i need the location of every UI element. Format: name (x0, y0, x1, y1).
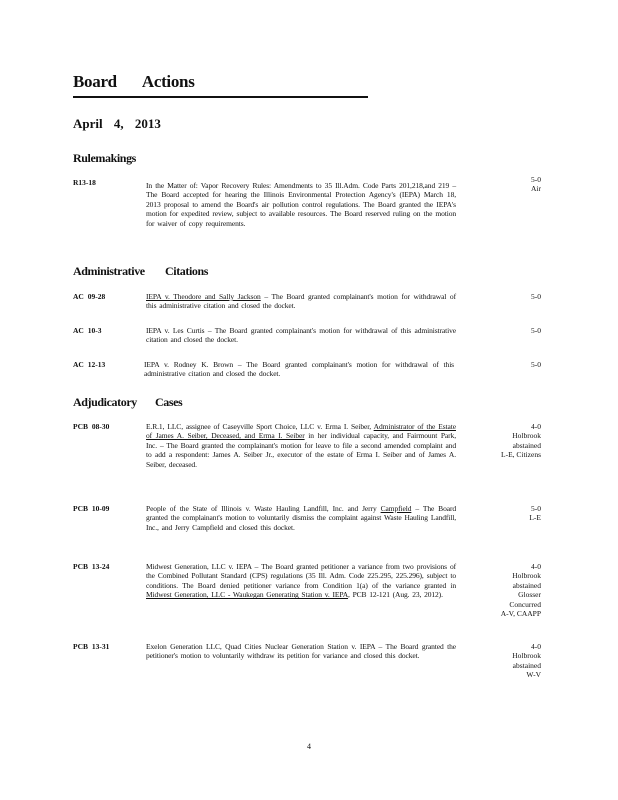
vote-line: 4-0 (531, 562, 541, 571)
case-caption-underlined: Administrator of the Estate of James A. Seiber, Deceased, and Erma I. Seiber (146, 422, 456, 441)
docket-number: PCB 13-31 (73, 642, 110, 651)
page-title: Board Actions (73, 72, 195, 91)
vote-line: 5-0 (531, 326, 541, 335)
description-text: – The Board granted complainant's motion for withdrawal of this administrative citation and closed the docket. (146, 292, 456, 311)
vote-line: abstained (512, 580, 541, 590)
vote-line: 5-0 (531, 504, 541, 513)
vote-line: Air (531, 184, 541, 194)
description-text: In the Matter of: Vapor Recovery Rules: Amendments to 35 Ill.Adm. Code Parts 201,218,and 219 – The Board accepted for hearing the Illinois Environmental Protection Agency's (IEPA) March 18, 2013 proposal to amend the Board's air pollution control regulations. The Board granted the IEPA's motion for expedited review, subject to available resources. The Board reserved ruling on the motion for waiver of copy requirements. (146, 181, 456, 228)
vote-cell (451, 326, 541, 335)
vote-line: Glosser (518, 590, 541, 600)
description-text: E.R.1, LLC, assignee of Caseyville Sport Choice, LLC v. Erma I. Seiber, (146, 422, 374, 431)
docket-number: AC 12-13 (73, 360, 106, 369)
vote-cell (451, 422, 541, 460)
docket-number: PCB 10-09 (73, 504, 110, 513)
docket-number: PCB 13-24 (73, 562, 110, 571)
vote-line: 5-0 (531, 292, 541, 301)
vote-cell (451, 642, 541, 680)
page-number: 4 (307, 742, 311, 751)
item-description (146, 504, 456, 532)
case-caption-underlined: Campfield (380, 504, 412, 513)
vote-line: 5-0 (531, 360, 541, 369)
docket-number: AC 09-28 (73, 292, 106, 301)
item-description (146, 326, 456, 345)
case-caption-underlined: IEPA v. Theodore and Sally Jackson (146, 292, 261, 301)
item-description (146, 642, 456, 661)
vote-line: L-E, Citizens (501, 450, 541, 460)
description-text: – The Board granted the complainant's motion to voluntarily dismiss the complaint against Waste Hauling Landfill, Inc., and Jerry Campfield and closed this docket. (146, 504, 457, 532)
item-description (146, 181, 456, 228)
vote-line: Holbrook (512, 431, 541, 441)
section-adjudicatory: Adjudicatory (73, 395, 137, 409)
docket-number: R13-18 (73, 178, 96, 187)
item-description (146, 562, 456, 600)
item-description (144, 360, 454, 379)
description-text: Exelon Generation LLC, Quad Cities Nuclear Generation Station v. IEPA – The Board granted the petitioner's motion to voluntarily withdraw its petition for variance and closed this docket. (146, 642, 456, 661)
vote-line: 4-0 (531, 642, 541, 651)
description-text: IEPA v. Les Curtis – The Board granted complainant's motion for withdrawal of this administrative citation and closed the docket. (146, 326, 456, 345)
vote-cell (451, 292, 541, 301)
meeting-date: April 4, 2013 (73, 116, 161, 131)
vote-line: 5-0 (531, 175, 541, 184)
title-underline (73, 96, 368, 98)
vote-line: Holbrook (512, 651, 541, 661)
docket-number: PCB 08-30 (73, 422, 110, 431)
description-text: in her individual capacity, and Fairmount Park, Inc. – The Board granted the complainant's motion for leave to file a second amended complaint and to add a respondent: James A. Seiber Jr., executor of the estate of Erma I. Seiber and of James A. Seiber, deceased. (146, 431, 456, 469)
section-administrative: Administrative (73, 264, 145, 278)
docket-number: AC 10-3 (73, 326, 102, 335)
description-text: People of the State of Illinois v. Waste Hauling Landfill, Inc. and Jerry (146, 504, 381, 513)
vote-line: abstained (512, 660, 541, 670)
item-description (146, 422, 456, 469)
description-text: Midwest Generation, LLC v. IEPA – The Board granted petitioner a variance from two provisions of the Combined Pollutant Standard (CPS) regulations (35 Ill. Adm. Code 225.295, 225.296), subject to conditions. The Board denied petitioner variance from Condition 1(a) of the variance granted in (146, 562, 456, 590)
vote-line: abstained (512, 440, 541, 450)
vote-cell (451, 562, 541, 618)
section-cases: Cases (155, 395, 183, 409)
vote-line: 4-0 (531, 422, 541, 431)
vote-line: Holbrook (512, 571, 541, 581)
section-rulemakings: Rulemakings (73, 151, 136, 165)
vote-line: L-E (529, 513, 541, 523)
item-description (146, 292, 456, 311)
case-caption-underlined: Midwest Generation, LLC - Waukegan Generating Station v. IEPA (146, 590, 349, 600)
section-citations: Citations (165, 264, 209, 278)
vote-line: A-V, CAAPP (500, 609, 541, 619)
vote-line: Concurred (509, 599, 541, 609)
vote-cell (451, 360, 541, 369)
description-text: , PCB 12-121 (Aug. 23, 2012). (348, 590, 443, 600)
vote-line: W-V (526, 670, 541, 680)
vote-cell (451, 504, 541, 523)
description-text: IEPA v. Rodney K. Brown – The Board granted complainant's motion for withdrawal of this administrative citation and closed the docket. (144, 360, 454, 379)
vote-cell (451, 175, 541, 194)
